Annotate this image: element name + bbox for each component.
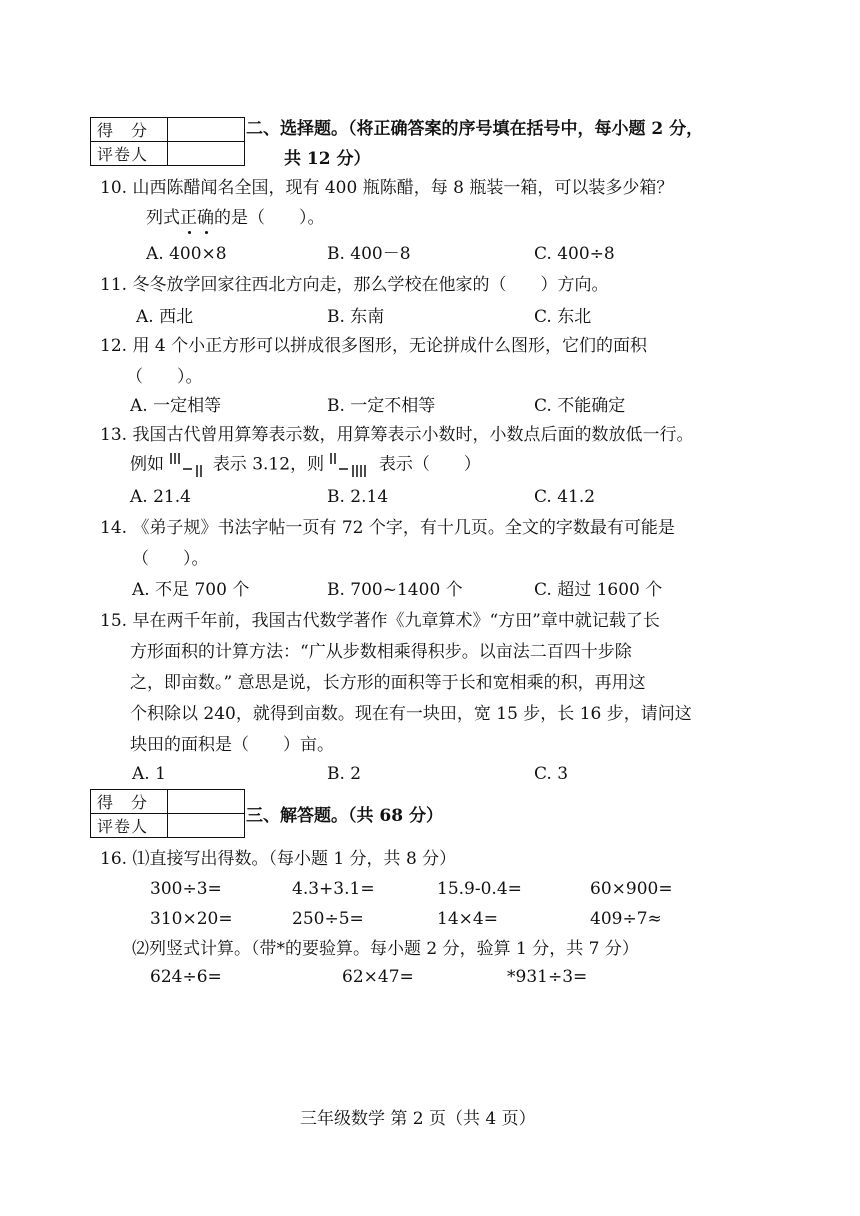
q11-line1: 11. 冬冬放学回家往西北方向走，那么学校在他家的（ ）方向。 [100,275,609,295]
q16-calc-6: 250÷5= [292,909,364,929]
page-footer: 三年级数学 第 2 页（共 4 页） [300,1109,536,1129]
q11-option-c: C. 东北 [534,307,592,327]
q15-line5: 块田的面积是（ ）亩。 [130,735,334,755]
counting-rods-3-12-icon [169,452,207,478]
q13-example-line: 例如 表示 3.12，则 表示（ ） [130,452,481,478]
q10-line2: 列式正确的是（ ）。 [146,208,325,228]
grader-label: 评卷人 [91,814,168,838]
score-value-field[interactable] [168,118,245,142]
q10-line1: 10. 山西陈醋闻名全国，现有 400 瓶陈醋，每 8 瓶装一箱，可以装多少箱？ [100,178,674,198]
q14-option-c: C. 超过 1600 个 [534,580,663,600]
q15-option-b: B. 2 [327,764,362,784]
q16-calc-5: 310×20= [150,909,233,929]
q12-option-c: C. 不能确定 [534,396,626,416]
q13-option-b: B. 2.14 [327,487,389,507]
q16-vertical-3: *931÷3= [507,967,588,987]
q15-option-c: C. 3 [534,764,569,784]
grader-label: 评卷人 [91,142,168,166]
score-label: 得 分 [91,790,168,814]
q11-option-b: B. 东南 [327,307,385,327]
q16-vertical-1: 624÷6= [150,967,222,987]
q16-calc-4: 60×900= [590,879,673,899]
q16-calc-2: 4.3+3.1= [292,879,375,899]
q15-line3: 之，即亩数。” 意思是说，长方形的面积等于长和宽相乘的积，再用这 [130,673,646,693]
q11-option-a: A. 西北 [136,307,194,327]
q13-option-a: A. 21.4 [130,487,191,507]
q16-part1-title: 16. ⑴直接写出得数。（每小题 1 分，共 8 分） [100,849,457,869]
score-box-1 [90,117,245,166]
q14-option-a: A. 不足 700 个 [132,580,250,600]
section3-title: 三、解答题。（共 68 分） [246,806,443,826]
q15-option-a: A. 1 [132,764,166,784]
q15-line4: 个积除以 240，就得到亩数。现在有一块田，宽 15 步，长 16 步，请问这 [130,704,692,724]
q14-option-b: B. 700~1400 个 [327,580,463,600]
q15-line1: 15. 早在两千年前，我国古代数学著作《九章算术》“方田”章中就记载了长 [100,611,660,631]
q10-option-b: B. 400－8 [327,244,411,264]
score-label: 得 分 [91,118,168,142]
q13-line1: 13. 我国古代曾用算筹表示数，用算筹表示小数时，小数点后面的数放低一行。 [100,425,694,445]
q12-option-b: B. 一定不相等 [327,396,436,416]
q16-calc-7: 14×4= [437,909,498,929]
section2-title-line2: 共 12 分） [284,149,371,169]
q13-option-c: C. 41.2 [534,487,596,507]
counting-rods-question-icon [329,452,373,478]
q16-part2-title: ⑵列竖式计算。（带*的要验算。每小题 2 分，验算 1 分，共 7 分） [132,939,639,959]
q15-line2: 方形面积的计算方法：“广从步数相乘得积步。以亩法二百四十步除 [130,642,632,662]
q10-option-c: C. 400÷8 [534,244,615,264]
q16-calc-1: 300÷3= [150,879,222,899]
q14-line2: （ ）。 [132,549,209,569]
q10-option-a: A. 400×8 [146,244,227,264]
q16-calc-8: 409÷7≈ [590,909,662,929]
q12-line2: （ ）。 [126,367,203,387]
q16-calc-3: 15.9-0.4= [437,879,522,899]
section2-title-line1: 二、选择题。（将正确答案的序号填在括号中，每小题 2 分， [246,119,704,139]
q12-option-a: A. 一定相等 [130,396,222,416]
score-value-field[interactable] [168,790,245,814]
grader-value-field[interactable] [168,814,245,838]
grader-value-field[interactable] [168,142,245,166]
q12-line1: 12. 用 4 个小正方形可以拼成很多图形，无论拼成什么图形，它们的面积 [100,336,648,356]
score-box-2 [90,789,245,838]
q14-line1: 14. 《弟子规》书法字帖一页有 72 个字，有十几页。全文的字数最有可能是 [100,518,675,538]
q16-vertical-2: 62×47= [342,967,414,987]
